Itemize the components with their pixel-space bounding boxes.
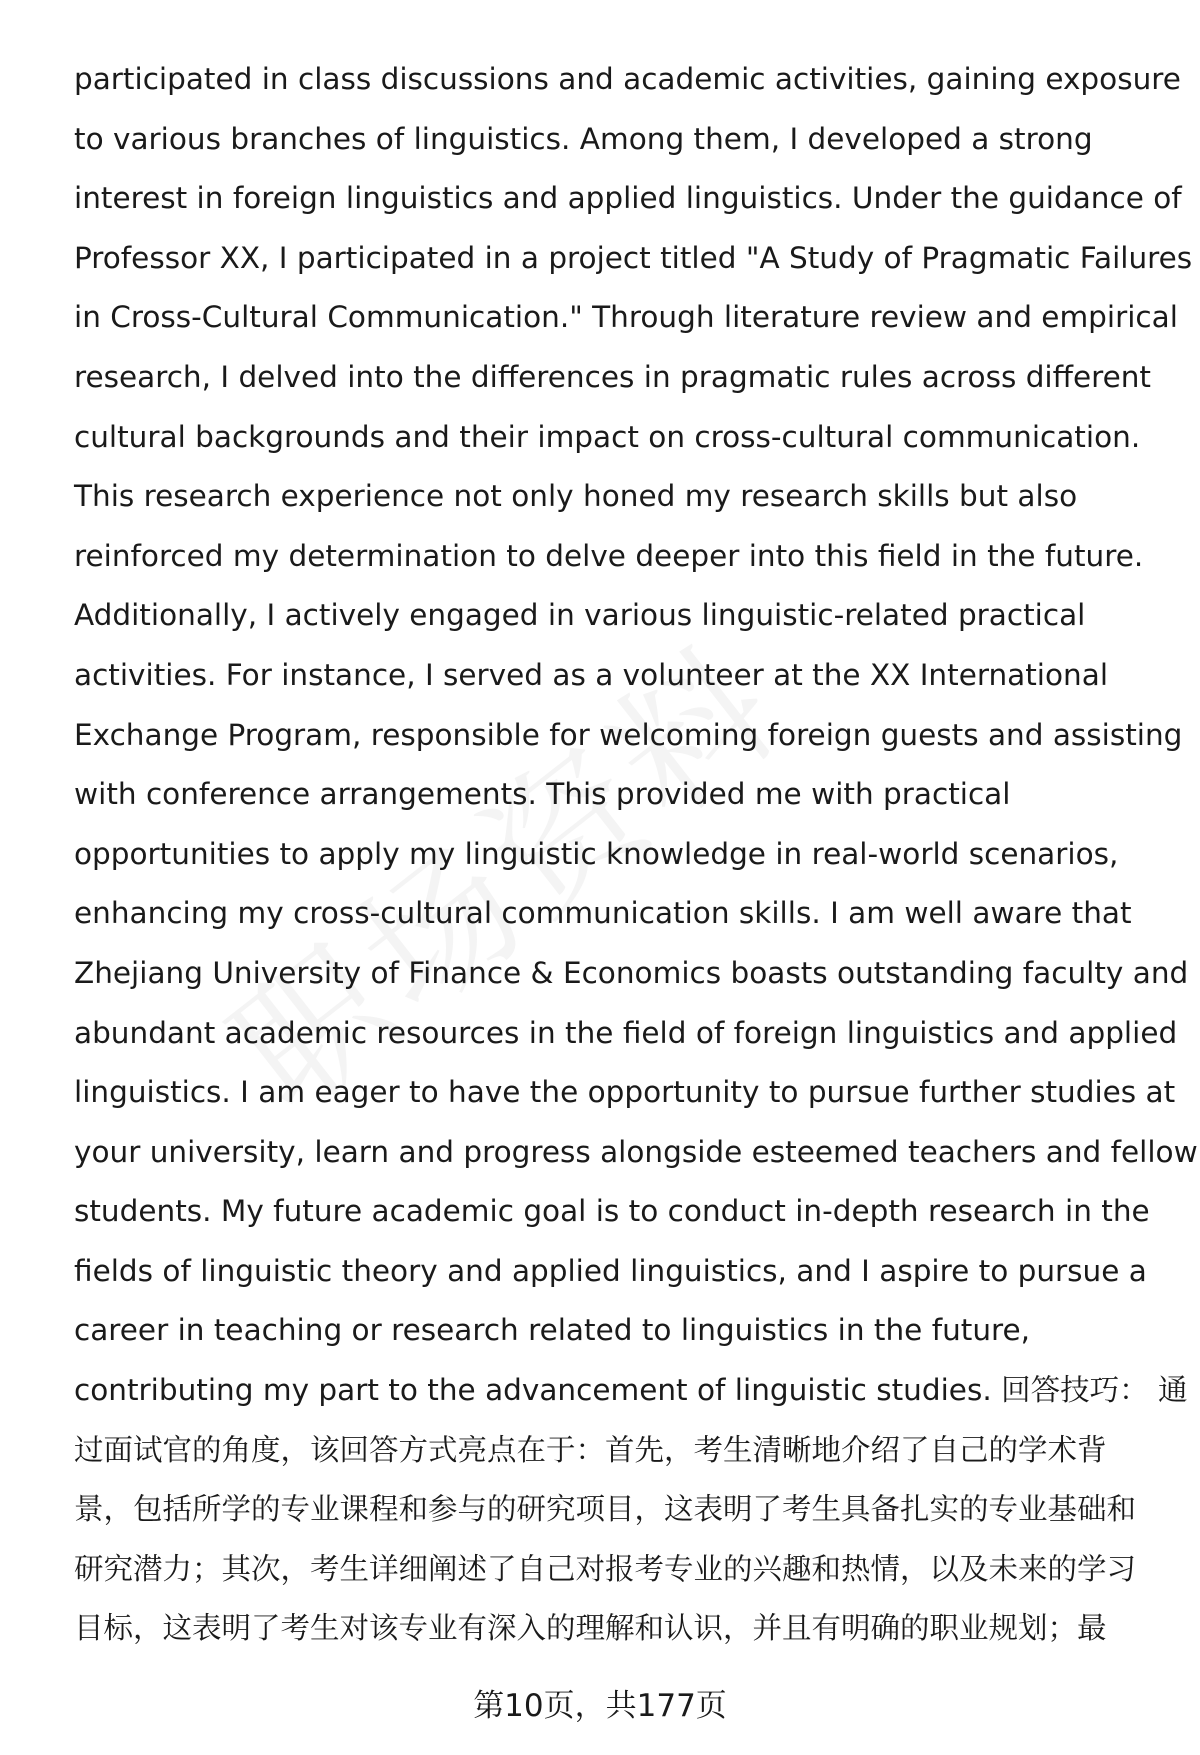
text-line: 研究潜力；其次，考生详细阐述了自己对报考专业的兴趣和热情，以及未来的学习 — [74, 1551, 1137, 1586]
text-line: your university, learn and progress alongside esteemed teachers and fellow — [74, 1134, 1198, 1169]
text-line: with conference arrangements. This provided me with practical — [74, 777, 1011, 812]
text-line: contributing my part to the advancement of linguistic studies. 回答技巧： 通 — [74, 1373, 1188, 1408]
text-line: 目标，这表明了考生对该专业有深入的理解和认识，并且有明确的职业规划；最 — [74, 1611, 1107, 1646]
text-line: Professor XX, I participated in a project titled "A Study of Pragmatic Failures — [74, 240, 1193, 275]
text-line: 景，包括所学的专业课程和参与的研究项目，这表明了考生具备扎实的专业基础和 — [74, 1492, 1137, 1527]
text-line: 过面试官的角度，该回答方式亮点在于：首先，考生清晰地介绍了自己的学术背 — [74, 1432, 1107, 1467]
text-line: This research experience not only honed my research skills but also — [74, 479, 1078, 514]
text-line: Exchange Program, responsible for welcoming foreign guests and assisting — [74, 717, 1183, 752]
text-line: to various branches of linguistics. Among them, I developed a strong — [74, 121, 1093, 156]
text-line: Additionally, I actively engaged in various linguistic-related practical — [74, 598, 1086, 633]
text-line: research, I delved into the differences in pragmatic rules across different — [74, 359, 1151, 394]
text-line: linguistics. I am eager to have the opportunity to pursue further studies at — [74, 1075, 1176, 1110]
text-line: opportunities to apply my linguistic knowledge in real-world scenarios, — [74, 836, 1119, 871]
text-line: cultural backgrounds and their impact on cross-cultural communication. — [74, 419, 1141, 454]
text-line: participated in class discussions and academic activities, gaining exposure — [74, 62, 1181, 96]
text-line: Zhejiang University of Finance & Economics boasts outstanding faculty and — [74, 955, 1189, 990]
text-line: fields of linguistic theory and applied linguistics, and I aspire to pursue a — [74, 1253, 1147, 1288]
text-line: students. My future academic goal is to conduct in-depth research in the — [74, 1194, 1150, 1229]
text-line: reinforced my determination to delve deeper into this field in the future. — [74, 538, 1144, 573]
text-line: abundant academic resources in the field of foreign linguistics and applied — [74, 1015, 1178, 1050]
text-line: career in teaching or research related to linguistics in the future, — [74, 1313, 1031, 1348]
document-body — [74, 50, 1198, 1659]
text-line: activities. For instance, I served as a volunteer at the XX International — [74, 657, 1109, 692]
page-number: 第10页，共177页 — [473, 1688, 727, 1724]
text-line: enhancing my cross-cultural communication skills. I am well aware that — [74, 896, 1132, 931]
text-line: in Cross-Cultural Communication." Through literature review and empirical — [74, 300, 1178, 335]
text-line: interest in foreign linguistics and applied linguistics. Under the guidance of — [74, 181, 1182, 216]
